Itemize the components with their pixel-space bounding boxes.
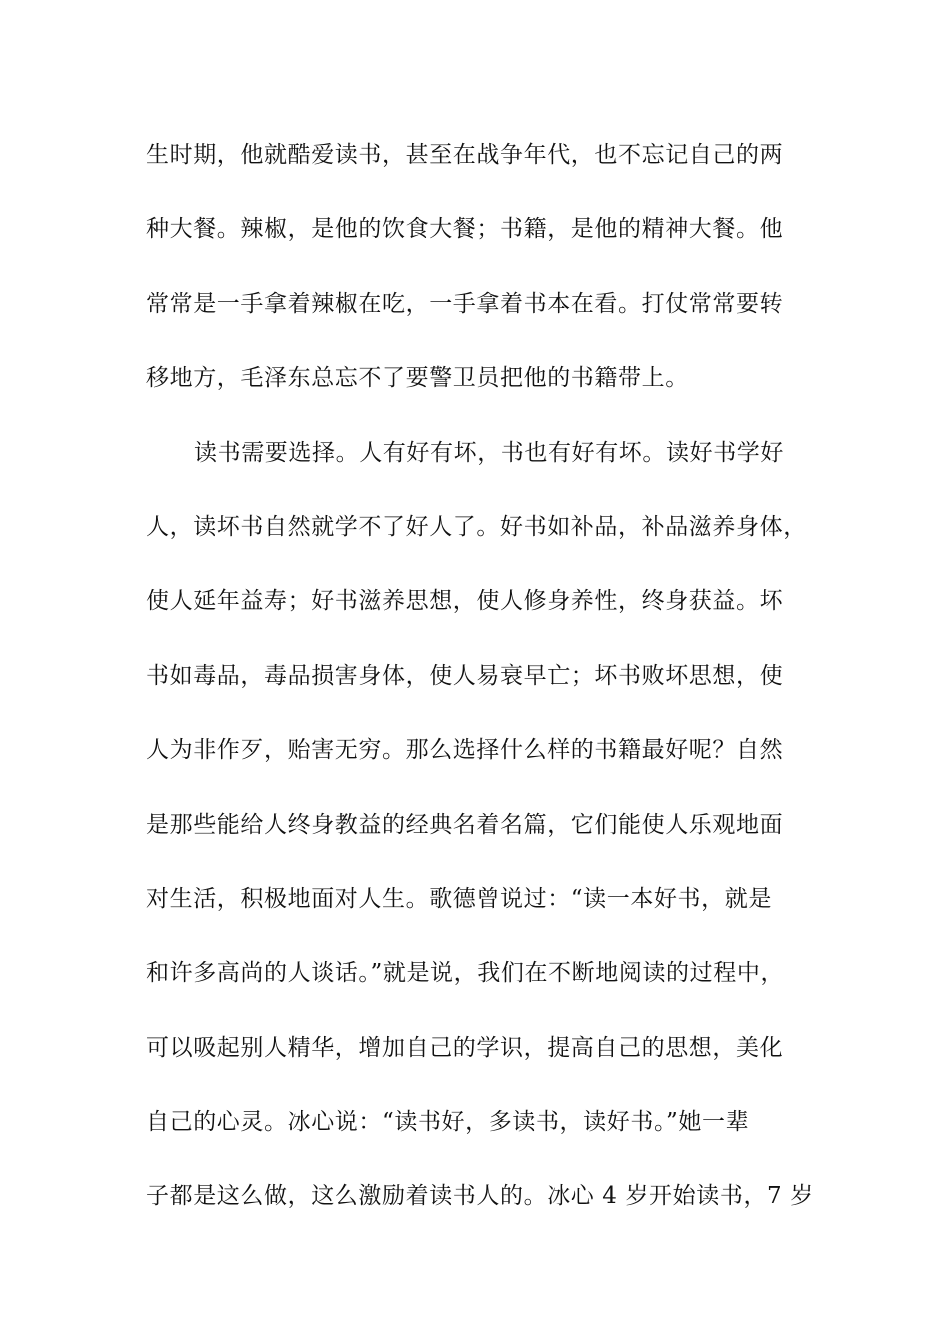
body-text [146, 125, 836, 1241]
text-line: 对生活，积极地面对人生。歌德曾说过：“读一本好书，就是 [146, 885, 772, 912]
text-line: 人，读坏书自然就学不了好人了。好书如补品，补品滋养身体， [146, 513, 807, 540]
text-line: 生时期，他就酷爱读书，甚至在战争年代，也不忘记自己的两 [146, 142, 784, 168]
text-line: 移地方，毛泽东总忘不了要警卫员把他的书籍带上。 [146, 365, 689, 392]
text-line: 使人延年益寿；好书滋养思想，使人修身养性，终身获益。坏 [146, 588, 784, 615]
text-line: 可以吸起别人精华，增加自己的学识，提高自己的思想，美化 [146, 1034, 784, 1061]
text-line: 子都是这么做，这么激励着读书人的。冰心 4 岁开始读书，7 岁 [146, 1183, 814, 1210]
text-line: 人为非作歹，贻害无穷。那么选择什么样的书籍最好呢？自然 [146, 737, 784, 764]
text-line: 是那些能给人终身教益的经典名着名篇，它们能使人乐观地面 [146, 811, 784, 838]
paragraph-start-line: 读书需要选择。人有好有坏，书也有好有坏。读好书学好 [194, 439, 784, 466]
text-line: 常常是一手拿着辣椒在吃，一手拿着书本在看。打仗常常要转 [146, 290, 784, 317]
text-line: 书如毒品，毒品损害身体，使人易衰早亡；坏书败坏思想，使 [146, 662, 784, 689]
text-line: 和许多高尚的人谈话。”就是说，我们在不断地阅读的过程中， [146, 960, 785, 987]
text-line: 种大餐。辣椒，是他的饮食大餐；书籍，是他的精神大餐。他 [146, 216, 784, 243]
text-line: 自己的心灵。冰心说：“读书好，多读书，读好书。”她一辈 [146, 1109, 750, 1136]
